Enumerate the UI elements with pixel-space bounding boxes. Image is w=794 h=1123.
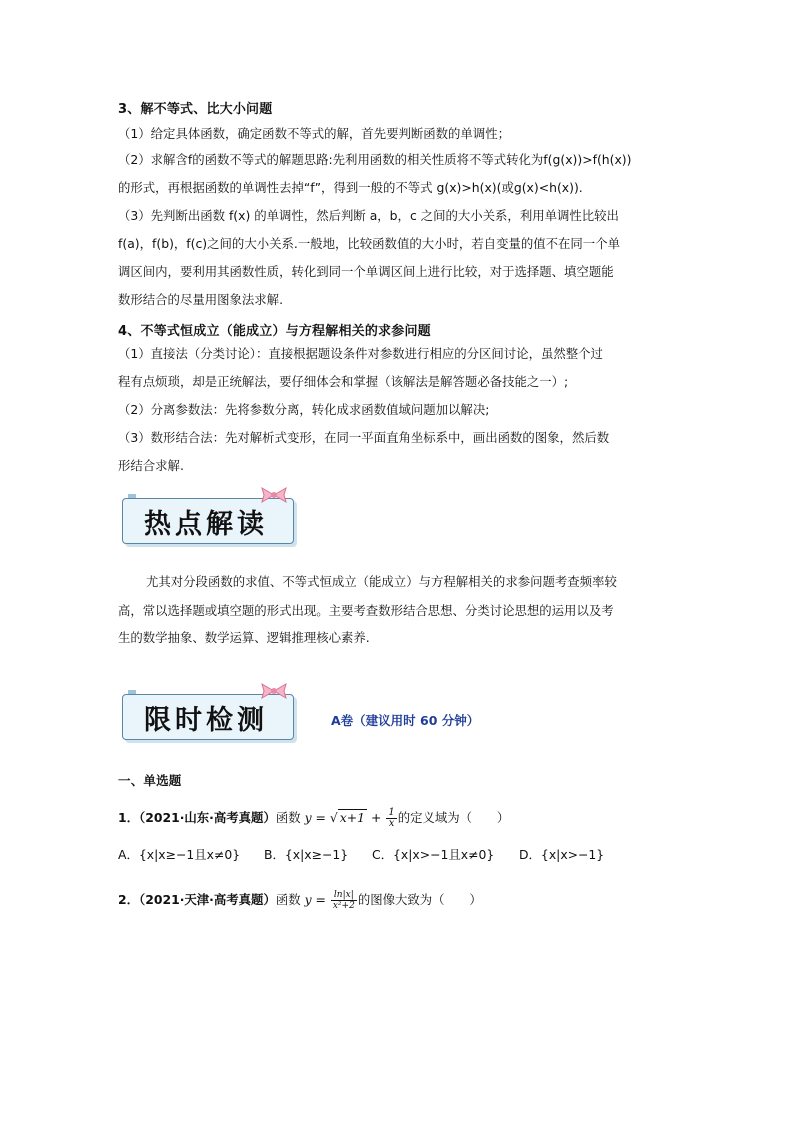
banner-hot-reading-text: 热点解读 xyxy=(144,509,268,540)
sec3-line-1: （1）给定具体函数，确定函数不等式的解，首先要判断函数的单调性； xyxy=(118,126,510,141)
q1-option-a: A．{x|x≥−1且x≠0} xyxy=(118,847,241,862)
sqrt-icon: √ xyxy=(329,810,338,825)
ribbon-bow-icon xyxy=(260,682,288,700)
sec3-line-6: 调区间内，要利用其函数性质，转化到同一个单调区间上进行比较，对于选择题、填空题能 xyxy=(118,264,614,279)
question-1 xyxy=(118,806,678,830)
sec4-line-4: （3）数形结合法：先对解析式变形，在同一平面直角坐标系中，画出函数的图象，然后数 xyxy=(118,430,610,445)
hot-line-3: 生的数学抽象、数学运算、逻辑推理核心素养. xyxy=(118,630,370,645)
q2-frac-num: ln|x| xyxy=(331,890,357,901)
hot-line-2: 高，常以选择题或填空题的形式出现。主要考查数形结合思想、分类讨论思想的运用以及考 xyxy=(118,603,614,618)
q1-y: y = xyxy=(304,810,326,825)
sec4-line-1: （1）直接法（分类讨论）：直接根据题设条件对参数进行相应的分区间讨论，虽然整个过 xyxy=(118,346,603,361)
question-1-text-a: 函数 xyxy=(275,810,301,825)
sec3-line-2: （2）求解含f的函数不等式的解题思路:先利用函数的相关性质将不等式转化为f(g(x))>f(h(x)) xyxy=(118,152,632,167)
question-1-text-b: 的定义域为（ ） xyxy=(397,810,510,825)
q2-fraction xyxy=(331,890,357,911)
q1-option-d: D．{x|x>−1} xyxy=(519,847,605,862)
sec4-line-5: 形结合求解. xyxy=(118,458,184,473)
ribbon-bow-icon xyxy=(260,486,288,504)
hot-line-1: 尤其对分段函数的求值、不等式恒成立（能成立）与方程解相关的求参问题考查频率较 xyxy=(146,574,617,589)
section-3-title: 3、解不等式、比大小问题 xyxy=(118,102,273,117)
sec4-line-3: （2）分离参数法：先将参数分离，转化成求函数值域问题加以解决; xyxy=(118,402,490,417)
banner-timed-test xyxy=(122,690,294,740)
sec3-line-7: 数形结合的尽量用图象法求解. xyxy=(118,292,284,307)
q1-frac-den: x xyxy=(388,818,395,829)
question-2-label: 2．（2021·天津·高考真题） xyxy=(118,892,276,907)
q2-frac-den: x²+2 xyxy=(332,901,355,911)
sec4-line-2: 程有点烦琐，却是正统解法，要仔细体会和掌握（该解法是解答题必备技能之一）; xyxy=(118,374,569,389)
q1-option-b: B．{x|x≥−1} xyxy=(264,847,349,862)
sec3-line-4: （3）先判断出函数 f(x) 的单调性，然后判断 a，b，c 之间的大小关系，利用单调性比较出 xyxy=(118,208,619,223)
q2-y: y = xyxy=(304,892,326,907)
q1-plus: + xyxy=(370,810,382,825)
question-2-text-a: 函数 xyxy=(275,892,301,907)
q1-sqrt-arg: x+1 xyxy=(339,810,366,825)
question-2-text-b: 的图像大致为（ ） xyxy=(357,892,482,907)
banner-timed-test-text: 限时检测 xyxy=(144,705,268,736)
q1-frac-num: 1 xyxy=(388,807,395,818)
volume-a-badge: A卷（建议用时 60 分钟） xyxy=(331,713,480,728)
sec3-line-5: f(a)，f(b)，f(c)之间的大小关系.一般地，比较函数值的大小时，若自变量的值不在同一个单 xyxy=(118,236,620,251)
q1-fraction xyxy=(386,808,396,829)
q1-option-c: C．{x|x>−1且x≠0} xyxy=(372,847,495,862)
section-4-title: 4、不等式恒成立（能成立）与方程解相关的求参问题 xyxy=(118,324,431,339)
question-2 xyxy=(118,888,678,912)
question-1-label: 1．（2021·山东·高考真题） xyxy=(118,810,276,825)
sec3-line-3: 的形式，再根据函数的单调性去掉“f”，得到一般的不等式 g(x)>h(x)(或g(x)<h(x)). xyxy=(118,180,583,195)
part-1-title: 一、单选题 xyxy=(118,773,182,788)
banner-hot-reading xyxy=(122,494,294,544)
